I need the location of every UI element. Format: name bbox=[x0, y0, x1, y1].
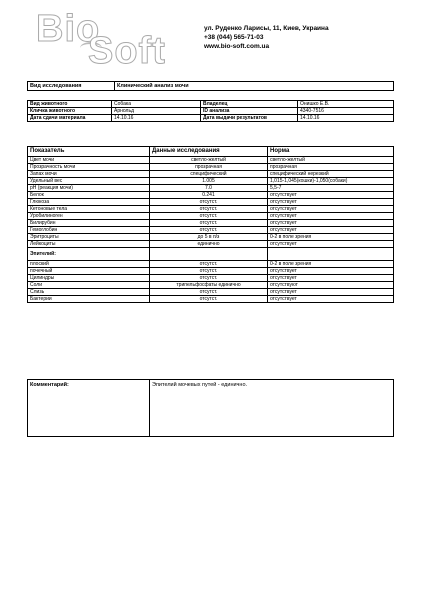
result-cell: 0.241 bbox=[150, 192, 268, 199]
table-row bbox=[28, 178, 394, 185]
parameter-cell: плоский bbox=[28, 261, 150, 268]
parameter-cell: Уробилиноген bbox=[28, 213, 150, 220]
table-row bbox=[28, 213, 394, 220]
norm-cell: отсутствует bbox=[268, 206, 394, 213]
table-row bbox=[28, 199, 394, 206]
results-body bbox=[28, 147, 394, 303]
address: ул. Руденко Ларисы, 11, Киев, Украина bbox=[204, 25, 329, 32]
column-header: Показатель bbox=[28, 147, 150, 157]
parameter-cell: pH (реакция мочи) bbox=[28, 185, 150, 192]
parameter-cell: Удельный вес bbox=[28, 178, 150, 185]
website: www.bio-soft.com.ua bbox=[204, 43, 270, 50]
delivery-date-label: Дата сдачи материала bbox=[28, 115, 112, 122]
table-row bbox=[28, 261, 394, 268]
norm-cell: отсутствует bbox=[268, 275, 394, 282]
parameter-cell: Соли bbox=[28, 282, 150, 289]
table-row bbox=[28, 289, 394, 296]
study-type-table bbox=[27, 81, 394, 91]
norm-cell: специфический нерезкий bbox=[268, 171, 394, 178]
result-cell: единично bbox=[150, 241, 268, 248]
table-row bbox=[28, 192, 394, 199]
norm-cell: 0-2 в поле зрения bbox=[268, 261, 394, 268]
contact-block bbox=[204, 24, 329, 51]
analysis-id-label: ID анализа bbox=[201, 108, 298, 115]
table-row bbox=[28, 220, 394, 227]
result-cell: 7.0 bbox=[150, 185, 268, 192]
result-cell: отсутст. bbox=[150, 289, 268, 296]
delivery-date-value: 14.10.16 bbox=[112, 115, 201, 122]
table-row bbox=[28, 164, 394, 171]
table-row bbox=[28, 296, 394, 303]
animal-type-label: Вид животного bbox=[28, 101, 112, 108]
parameter-cell: почечный bbox=[28, 268, 150, 275]
result-cell: отсутст. bbox=[150, 199, 268, 206]
parameter-cell: Белок bbox=[28, 192, 150, 199]
result-cell: отсутст. bbox=[150, 261, 268, 268]
norm-cell: отсутствует bbox=[268, 289, 394, 296]
result-cell: отсутст. bbox=[150, 275, 268, 282]
parameter-cell: Цвет мочи bbox=[28, 157, 150, 164]
nickname-label: Кличка животного bbox=[28, 108, 112, 115]
table-row bbox=[28, 241, 394, 248]
column-header: Норма bbox=[268, 147, 394, 157]
phone: +38 (044) 565-71-03 bbox=[204, 34, 264, 41]
norm-cell: отсутствует bbox=[268, 268, 394, 275]
parameter-cell: Слизь bbox=[28, 289, 150, 296]
norm-cell: отсутствует bbox=[268, 241, 394, 248]
parameter-cell: Эритроциты bbox=[28, 234, 150, 241]
result-cell: прозрачная bbox=[150, 164, 268, 171]
norm-cell: отсутствует bbox=[268, 227, 394, 234]
result-cell: светло-желтый bbox=[150, 157, 268, 164]
biosoft-logo: Bio Soft bbox=[36, 8, 166, 72]
table-row bbox=[28, 227, 394, 234]
table-row bbox=[28, 234, 394, 241]
norm-cell: отсутствует bbox=[268, 192, 394, 199]
table-row bbox=[28, 282, 394, 289]
comment-table bbox=[27, 379, 394, 437]
table-row bbox=[28, 206, 394, 213]
section-row-epithelium bbox=[28, 248, 394, 261]
nickname-value: Арнольд bbox=[112, 108, 201, 115]
results-table bbox=[27, 146, 394, 303]
table-row bbox=[28, 185, 394, 192]
result-cell: специфический bbox=[150, 171, 268, 178]
results-header-row bbox=[28, 147, 394, 157]
parameter-cell: Гемоглобин bbox=[28, 227, 150, 234]
study-label: Вид исследования bbox=[28, 82, 115, 91]
result-date-value: 14.10.16 bbox=[298, 115, 394, 122]
animal-type-value: Собака bbox=[112, 101, 201, 108]
result-cell: трипельфосфаты единично bbox=[150, 282, 268, 289]
owner-value: Онишко Е.В. bbox=[298, 101, 394, 108]
result-cell: отсутст. bbox=[150, 213, 268, 220]
norm-cell: 0-2 в поле зрения bbox=[268, 234, 394, 241]
result-cell: отсутст. bbox=[150, 268, 268, 275]
norm-cell: 5,5-7 bbox=[268, 185, 394, 192]
parameter-cell: Глюкоза bbox=[28, 199, 150, 206]
section-label: Эпителий: bbox=[28, 248, 150, 261]
parameter-cell: Запах мочи bbox=[28, 171, 150, 178]
owner-label: Владелец bbox=[201, 101, 298, 108]
norm-cell: прозрачная bbox=[268, 164, 394, 171]
table-row bbox=[28, 275, 394, 282]
norm-cell: отсутствуют bbox=[268, 282, 394, 289]
comment-text: Эпителий мочевых путей - единично. bbox=[150, 380, 394, 437]
norm-cell: 1,015-1,045(кошки)-1,050(собаки) bbox=[268, 178, 394, 185]
parameter-cell: Прозрачность мочи bbox=[28, 164, 150, 171]
patient-info-table bbox=[27, 100, 394, 122]
result-cell: отсутст. bbox=[150, 206, 268, 213]
table-row bbox=[28, 171, 394, 178]
result-cell: отсутст. bbox=[150, 296, 268, 303]
norm-cell: отсутствует bbox=[268, 213, 394, 220]
parameter-cell: Билирубин bbox=[28, 220, 150, 227]
norm-cell: светло-желтый bbox=[268, 157, 394, 164]
parameter-cell: Кетоновые тела bbox=[28, 206, 150, 213]
result-cell: отсутст. bbox=[150, 227, 268, 234]
empty-cell bbox=[150, 248, 268, 261]
table-row bbox=[28, 157, 394, 164]
study-value: Клинический анализ мочи bbox=[115, 82, 394, 91]
parameter-cell: Цилиндры bbox=[28, 275, 150, 282]
result-date-label: Дата выдачи результатов bbox=[201, 115, 298, 122]
result-cell: отсутст. bbox=[150, 220, 268, 227]
norm-cell: отсутствует bbox=[268, 296, 394, 303]
result-cell: 1.005 bbox=[150, 178, 268, 185]
parameter-cell: Бактерии bbox=[28, 296, 150, 303]
parameter-cell: Лейкоциты bbox=[28, 241, 150, 248]
column-header: Данные исследования bbox=[150, 147, 268, 157]
norm-cell: отсутствует bbox=[268, 199, 394, 206]
result-cell: до 5 в п/з bbox=[150, 234, 268, 241]
empty-cell bbox=[268, 248, 394, 261]
table-row bbox=[28, 268, 394, 275]
analysis-id-value: 4340-7516 bbox=[298, 108, 394, 115]
comment-label: Комментарий: bbox=[28, 380, 150, 437]
norm-cell: отсутствует bbox=[268, 220, 394, 227]
